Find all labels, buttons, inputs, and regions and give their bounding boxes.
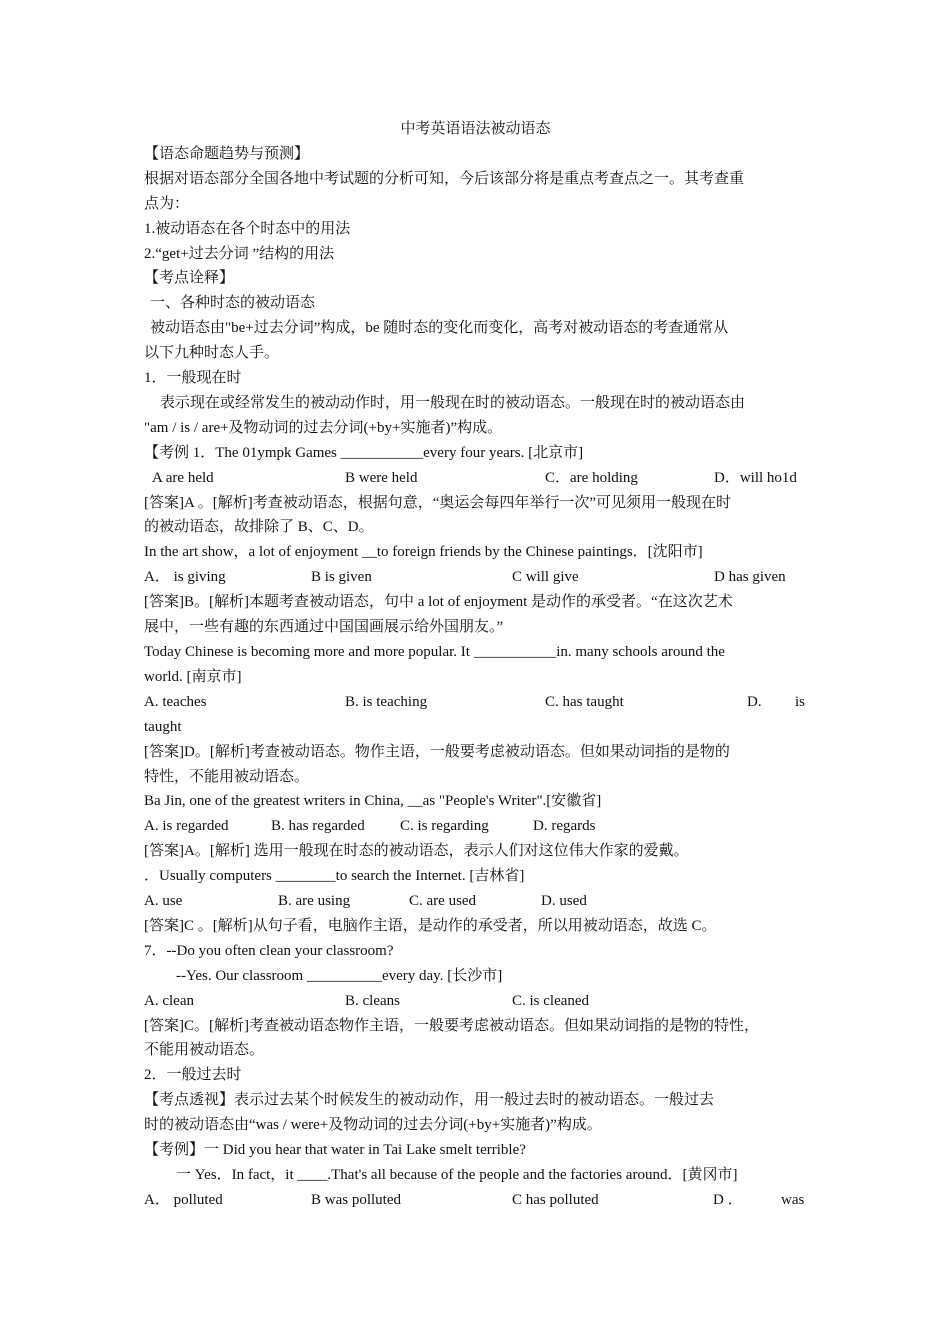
option-row (144, 690, 807, 715)
answer-line: [答案]A。[解析] 选用一般现在时态的被动语态，表示人们对这位伟大作家的爱戴。 (144, 843, 689, 860)
option-b: B. cleans (345, 992, 400, 1009)
option-c: C has polluted (512, 1191, 599, 1208)
answer-line: [答案]D。[解析]考查被动语态。物作主语，一般要考虑被动语态。但如果动词指的是物的 (144, 743, 730, 760)
answer-line: 不能用被动语态。 (144, 1042, 265, 1059)
option-a: A. use (144, 893, 183, 910)
paragraph-line: 【考点透视】表示过去某个时候发生的被动动作，用一般过去时的被动语态。一般过去 (144, 1092, 715, 1109)
option-row (144, 466, 807, 491)
option-b: B. are using (278, 893, 351, 910)
question-line: world. [南京市] (144, 668, 242, 685)
option-a: A． polluted (144, 1191, 223, 1208)
option-c: C．are holding (545, 469, 638, 486)
option-row (144, 565, 807, 590)
option-c: C. is regarding (400, 818, 489, 835)
option-b: B. has regarded (271, 818, 365, 835)
option-b: B was polluted (311, 1191, 401, 1208)
option-a: A are held (152, 469, 214, 486)
option-a: A. is regarded (144, 818, 229, 835)
answer-line: [答案]C。[解析]考查被动语态物作主语，一般要考虑被动语态。但如果动词指的是物的特性， (144, 1017, 759, 1034)
paragraph-line: 根据对语态部分全国各地中考试题的分析可知，今后该部分将是重点考查点之一。其考查重 (144, 170, 745, 187)
heading-explain: 【考点诠释】 (144, 270, 235, 287)
paragraph-line: 以下九种时态人手。 (144, 345, 280, 362)
document-page (144, 117, 807, 1213)
answer-line: [答案]B。[解析]本题考查被动语态，句中 a lot of enjoyment 是动作的承受者。“在这次艺术 (144, 594, 733, 611)
option-c: C will give (512, 569, 579, 586)
option-d-continued: taught (144, 718, 182, 735)
option-b: B. is teaching (345, 693, 428, 710)
paragraph-line: "am / is / are+及物动词的过去分词(+by+实施者)”构成。 (144, 419, 503, 436)
paragraph-line: 点为： (144, 195, 190, 212)
question-line: 一 Yes．In fact，it ____.That's all because of the people and the factories around．[黄冈市] (176, 1166, 738, 1183)
question-line: Ba Jin, one of the greatest writers in China, __as "People's Writer".[安徽省] (144, 793, 602, 810)
answer-line: 的被动语态，故排除了 B、C、D。 (144, 519, 374, 536)
option-d-text: was (781, 1191, 805, 1208)
point-item: 1.被动语态在各个时态中的用法 (144, 220, 351, 237)
option-row (144, 989, 807, 1014)
point-item: 2.“get+过去分词 ”结构的用法 (144, 245, 335, 262)
question-line: 【考例 1．The 01ympk Games ___________every four years. [北京市] (144, 444, 584, 461)
option-b: B were held (345, 469, 418, 486)
tense-heading: 2．一般过去时 (144, 1067, 242, 1084)
answer-line: [答案]A 。[解析]考查被动语态，根据句意，“奥运会每四年举行一次”可见须用一般现在时 (144, 494, 732, 511)
option-row (144, 814, 807, 839)
option-d: D ． (713, 1191, 743, 1208)
answer-line: [答案]C 。[解析]从句子看，电脑作主语，是动作的承受者，所以用被动语态，故选 C。 (144, 917, 717, 934)
paragraph-line: 时的被动语态由“was / were+及物动词的过去分词(+by+实施者)”构成。 (144, 1117, 602, 1134)
paragraph-line: 被动语态由"be+过去分词”构成，be 随时态的变化而变化，高考对被动语态的考查通常从 (150, 320, 729, 337)
question-line: In the art show，a lot of enjoyment __to foreign friends by the Chinese paintings．[沈阳市] (144, 544, 703, 561)
option-d: D. (747, 693, 762, 710)
option-row (144, 1188, 807, 1213)
option-c: C. is cleaned (512, 992, 590, 1009)
question-line: 【考例】一 Did you hear that water in Tai Lake smelt terrible? (144, 1142, 526, 1159)
paragraph-line: 表示现在或经常发生的被动动作时，用一般现在时的被动语态。一般现在时的被动语态由 (160, 394, 746, 411)
question-line: Today Chinese is becoming more and more popular. It ___________in. many schools around the (144, 644, 725, 660)
option-d-text: is (795, 693, 806, 710)
option-a: A. teaches (144, 693, 207, 710)
option-a: A. clean (144, 992, 194, 1009)
option-d: D. regards (533, 818, 596, 835)
question-line: --Yes. Our classroom __________every day. [长沙市] (176, 967, 503, 984)
option-d: D. used (541, 893, 587, 910)
section-heading: 一、各种时态的被动语态 (150, 295, 316, 312)
option-c: C. are used (409, 893, 477, 910)
answer-line: 展中，一些有趣的东西通过中国国画展示给外国朋友。” (144, 619, 504, 636)
option-row (144, 889, 807, 914)
option-a: A． is giving (144, 569, 226, 586)
answer-line: 特性，不能用被动语态。 (144, 768, 310, 785)
document-title: 中考英语语法被动语态 (400, 121, 551, 137)
option-c: C. has taught (545, 693, 624, 710)
tense-heading: 1．一般现在时 (144, 370, 242, 387)
option-d: D has given (714, 569, 786, 586)
question-line: ．Usually computers ________to search the Internet. [吉林省] (144, 868, 525, 885)
option-d: D．will ho1d (714, 469, 797, 486)
question-line: 7．--Do you often clean your classroom? (144, 942, 394, 959)
option-b: B is given (311, 569, 372, 586)
heading-trend: 【语态命题趋势与预测】 (144, 145, 310, 162)
